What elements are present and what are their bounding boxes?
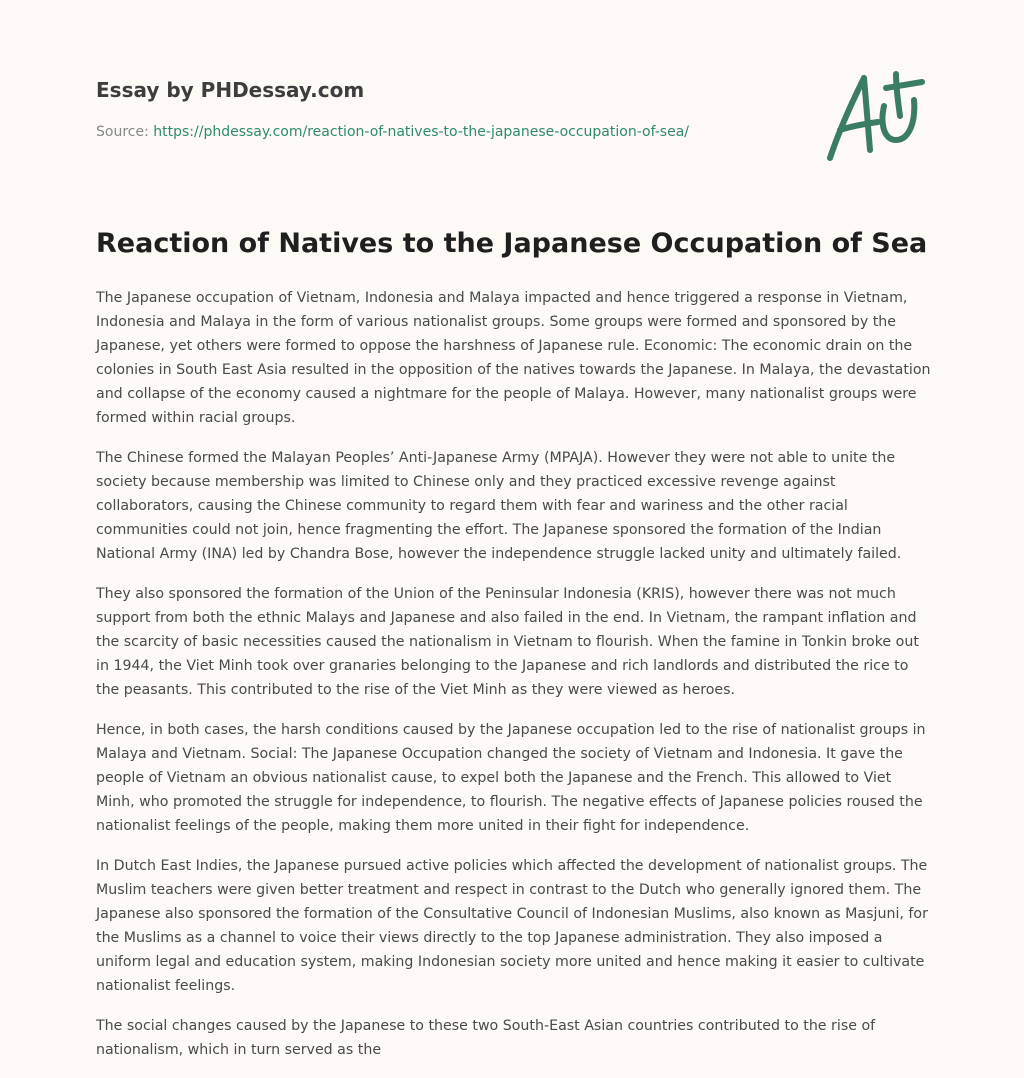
essay-paragraph: They also sponsored the formation of the Union of the Peninsular Indonesia (KRIS), however there was not much support from both the ethnic Malays and Japanese and also failed in the end. In Vietnam, the rampant inflation and the scarcity of basic necessities caused the nationalism in Vietnam to flourish. When the famine in Tonkin broke out in 1944, the Viet Minh took over granaries belonging to the Japanese and rich landlords and distributed the rice to the peasants. This contributed to the rise of the Viet Minh as they were viewed as heroes. bbox=[96, 586, 919, 698]
essay-title: Reaction of Natives to the Japanese Occupation of Sea bbox=[96, 228, 928, 259]
a-plus-logo-svg bbox=[822, 66, 932, 166]
source-label: Source: bbox=[96, 124, 154, 140]
essay-paragraph: Hence, in both cases, the harsh conditions caused by the Japanese occupation led to the rise of nationalist groups in Malaya and Vietnam. Social: The Japanese Occupation changed the society of Vietnam and Indonesia. It gave the people of Vietnam an obvious nationalist cause, to expel both the Japanese and the French. This allowed to Viet Minh, who promoted the struggle for independence, to flourish. The negative effects of Japanese policies roused the nationalist feelings of the people, making them more united in their fight for independence. bbox=[96, 722, 926, 834]
essay-paragraph: In Dutch East Indies, the Japanese pursued active policies which affected the development of nationalist groups. The Muslim teachers were given better treatment and respect in contrast to the Dutch who generally ignored them. The Japanese also sponsored the formation of the Consultative Council of Indonesian Muslims, also known as Masjuni, for the Muslims as a channel to voice their views directly to the top Japanese administration. They also imposed a uniform legal and education system, making Indonesian society more united and hence making it easier to cultivate nationalist feelings. bbox=[96, 858, 928, 994]
essay-paragraph: The Chinese formed the Malayan Peoples’ Anti-Japanese Army (MPAJA). However they were not able to unite the society because membership was limited to Chinese only and they practiced excessive revenge against collaborators, causing the Chinese community to regard them with fear and wariness and the other racial communities could not join, hence fragmenting the effort. The Japanese sponsored the formation of the Indian National Army (INA) led by Chandra Bose, however the independence struggle lacked unity and ultimately failed. bbox=[96, 450, 902, 562]
essay-body bbox=[96, 286, 932, 1078]
a-plus-logo-icon bbox=[822, 66, 932, 166]
site-name: Essay by PHDessay.com bbox=[96, 78, 365, 102]
essay-paragraph: The Japanese occupation of Vietnam, Indonesia and Malaya impacted and hence triggered a response in Vietnam, Indonesia and Malaya in the form of various nationalist groups. Some groups were formed and sponsored by the Japanese, yet others were formed to oppose the harshness of Japanese rule. Economic: The economic drain on the colonies in South East Asia resulted in the opposition of the natives towards the Japanese. In Malaya, the devastation and collapse of the economy caused a nightmare for the people of Malaya. However, many nationalist groups were formed within racial groups. bbox=[96, 290, 931, 426]
source-link[interactable]: https://phdessay.com/reaction-of-natives-to-the-japanese-occupation-of-sea/ bbox=[153, 124, 689, 140]
essay-paragraph: The social changes caused by the Japanese to these two South-East Asian countries contributed to the rise of nationalism, which in turn served as the bbox=[96, 1018, 876, 1058]
page-header bbox=[96, 74, 816, 142]
source-line bbox=[96, 122, 816, 142]
